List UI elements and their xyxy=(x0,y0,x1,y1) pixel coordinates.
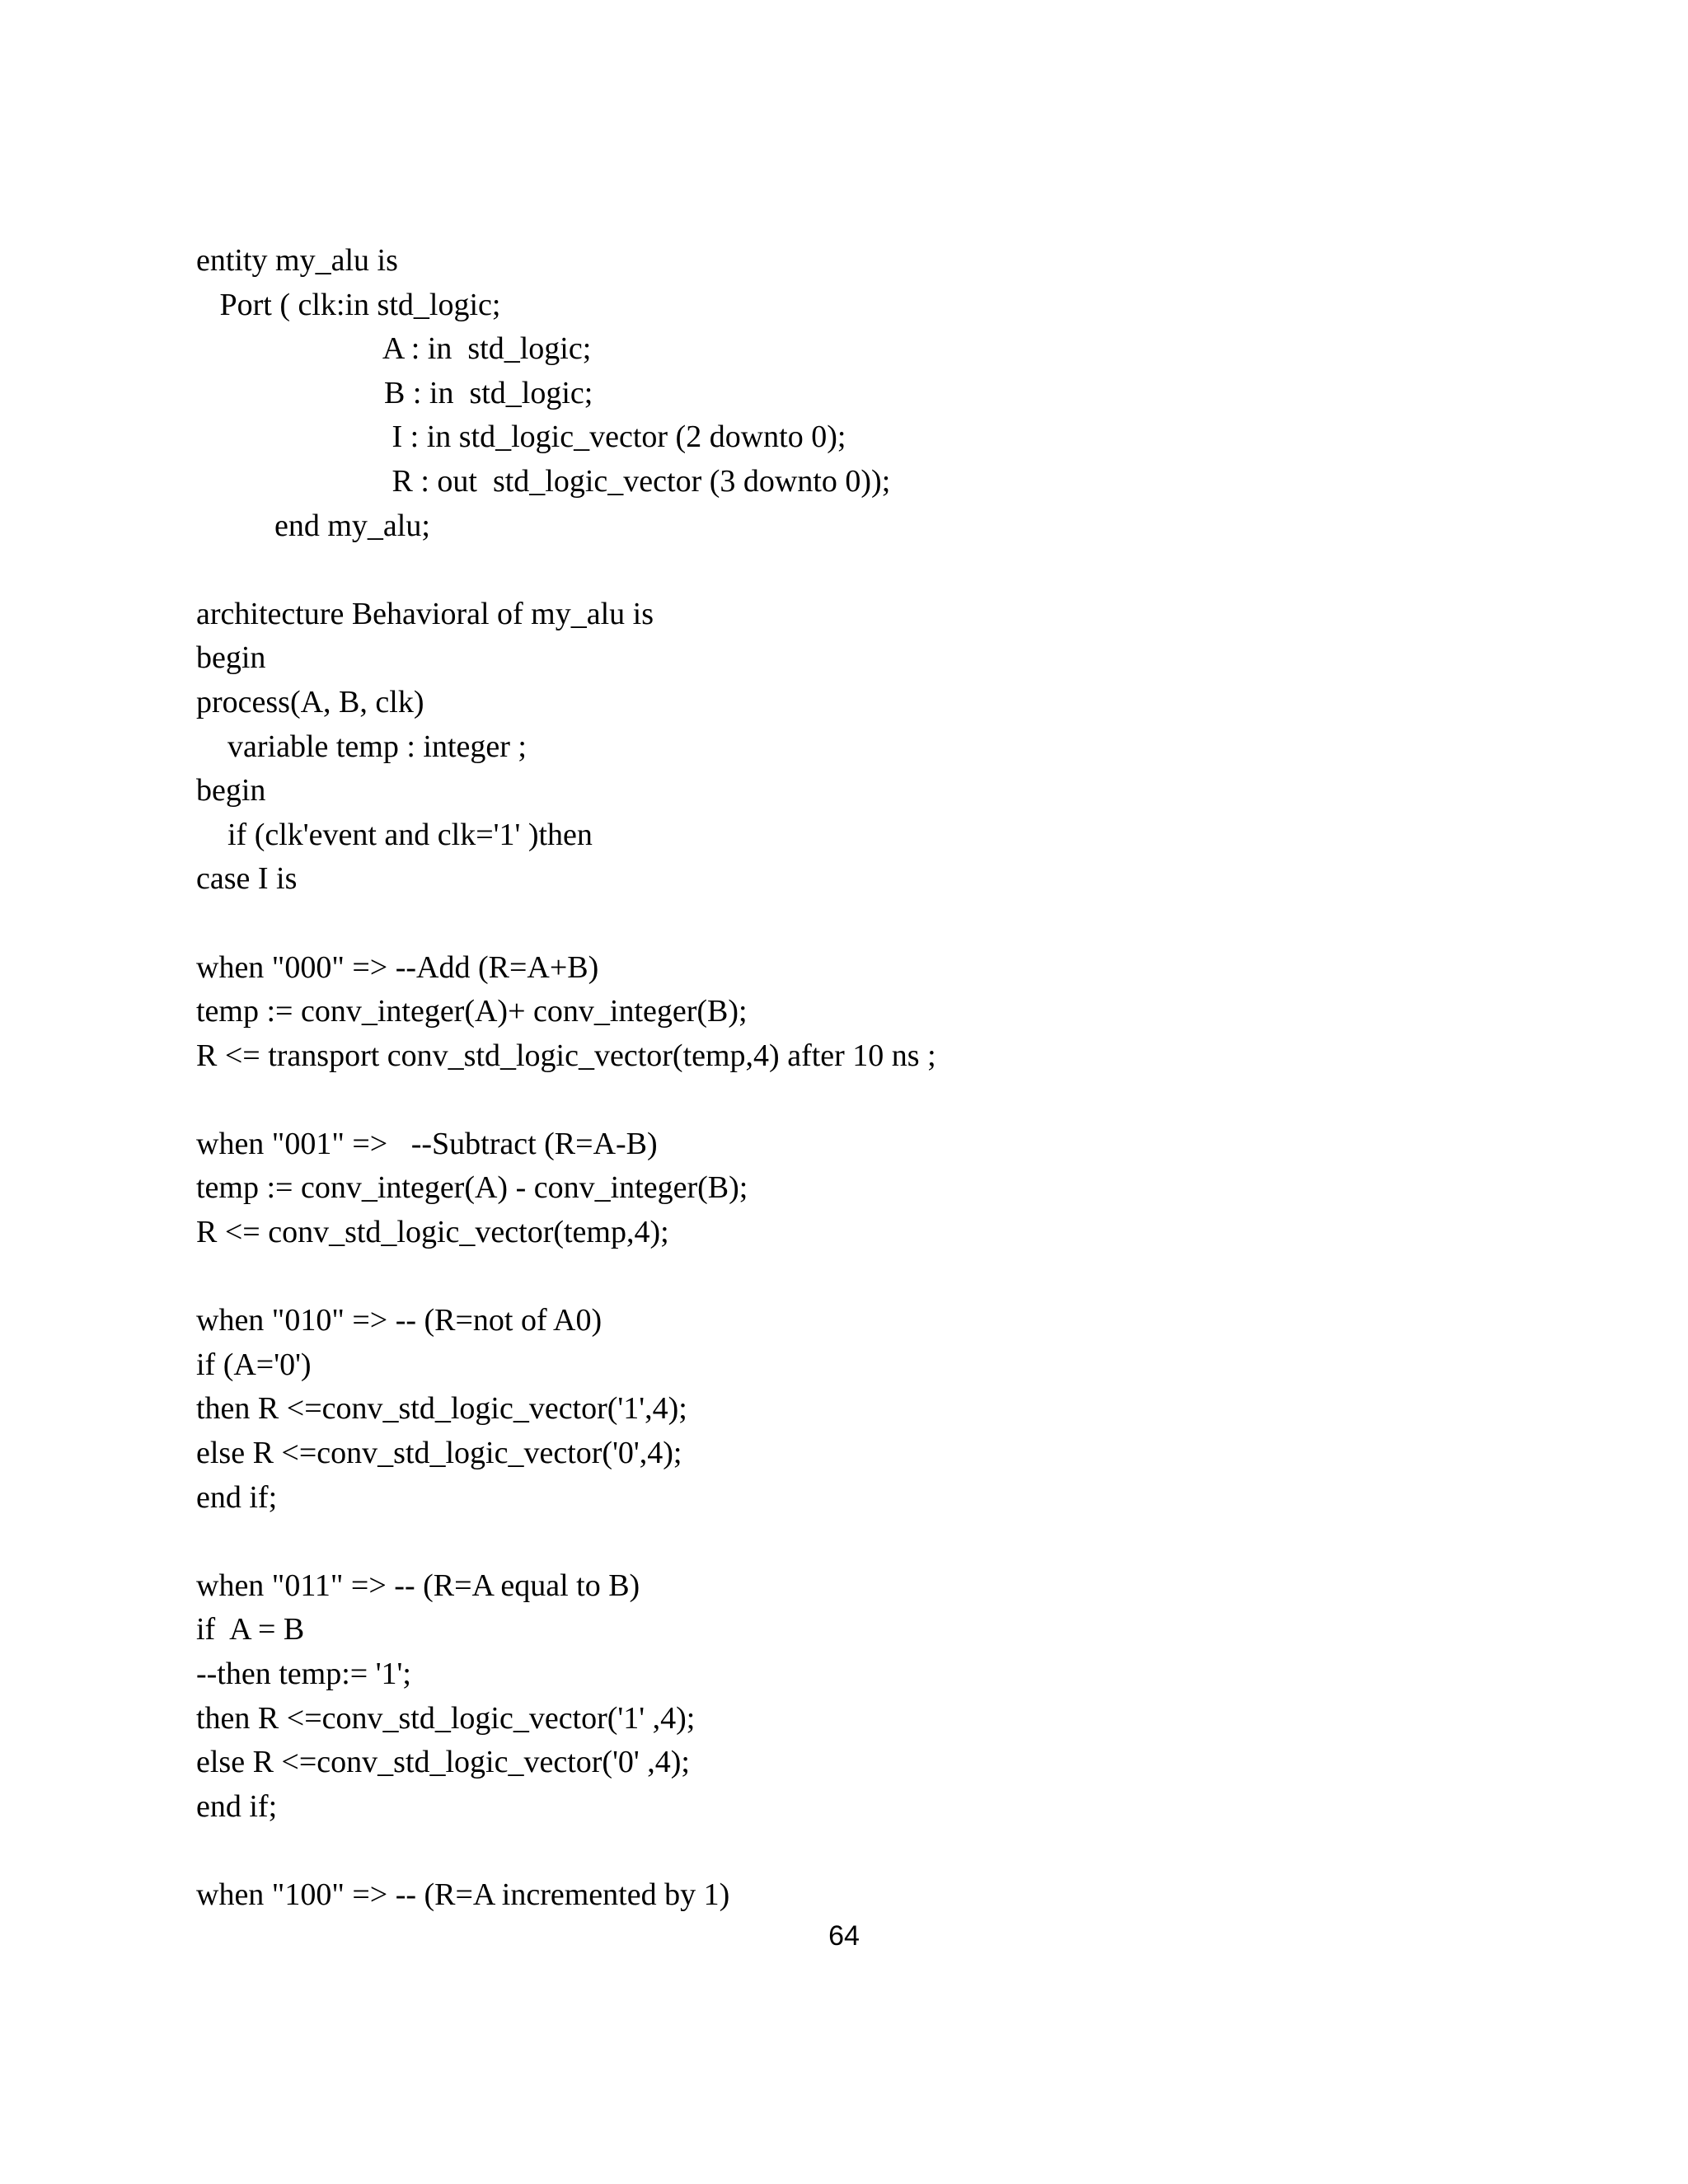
code-line: if A = B xyxy=(196,1612,305,1647)
code-line: variable temp : integer ; xyxy=(196,729,527,764)
code-line: architecture Behavioral of my_alu is xyxy=(196,596,654,631)
code-line: if (clk'event and clk='1' )then xyxy=(196,817,593,852)
code-line: when "011" => -- (R=A equal to B) xyxy=(196,1568,640,1603)
code-line: R <= conv_std_logic_vector(temp,4); xyxy=(196,1215,669,1250)
code-line: temp := conv_integer(A)+ conv_integer(B); xyxy=(196,994,748,1029)
code-line: A : in std_logic; xyxy=(196,331,592,367)
code-line: B : in std_logic; xyxy=(196,375,593,410)
code-line: Port ( clk:in std_logic; xyxy=(196,287,501,322)
code-line: R : out std_logic_vector (3 downto 0)); xyxy=(196,463,891,499)
blank-line xyxy=(196,1829,936,1873)
blank-line xyxy=(196,1520,936,1564)
code-line: if (A='0') xyxy=(196,1347,312,1382)
code-line: then R <=conv_std_logic_vector('1',4); xyxy=(196,1391,687,1427)
blank-line xyxy=(196,1255,936,1300)
code-line: else R <=conv_std_logic_vector('0',4); xyxy=(196,1436,682,1471)
code-line: case I is xyxy=(196,861,298,897)
code-line: begin xyxy=(196,773,266,808)
code-line: end my_alu; xyxy=(196,508,430,543)
code-line: R <= transport conv_std_logic_vector(temp,4) after 10 ns ; xyxy=(196,1038,936,1073)
code-line: when "001" => --Subtract (R=A-B) xyxy=(196,1126,658,1161)
code-listing xyxy=(196,239,936,1918)
code-line: when "010" => -- (R=not of A0) xyxy=(196,1303,603,1338)
code-line: when "100" => -- (R=A incremented by 1) xyxy=(196,1877,730,1912)
code-line: --then temp:= '1'; xyxy=(196,1657,411,1691)
code-line: end if; xyxy=(196,1479,278,1515)
blank-line xyxy=(196,1078,936,1122)
code-line: entity my_alu is xyxy=(196,243,398,278)
code-line: temp := conv_integer(A) - conv_integer(B); xyxy=(196,1170,748,1206)
code-line: else R <=conv_std_logic_vector('0' ,4); xyxy=(196,1745,690,1780)
code-line: I : in std_logic_vector (2 downto 0); xyxy=(196,419,846,455)
blank-line xyxy=(196,548,936,593)
code-line: end if; xyxy=(196,1788,278,1824)
code-line: process(A, B, clk) xyxy=(196,684,424,719)
page-number: 64 xyxy=(828,1920,860,1952)
code-line: begin xyxy=(196,640,266,676)
code-line: when "000" => --Add (R=A+B) xyxy=(196,949,599,985)
code-line: then R <=conv_std_logic_vector('1' ,4); xyxy=(196,1700,696,1736)
blank-line xyxy=(196,902,936,946)
